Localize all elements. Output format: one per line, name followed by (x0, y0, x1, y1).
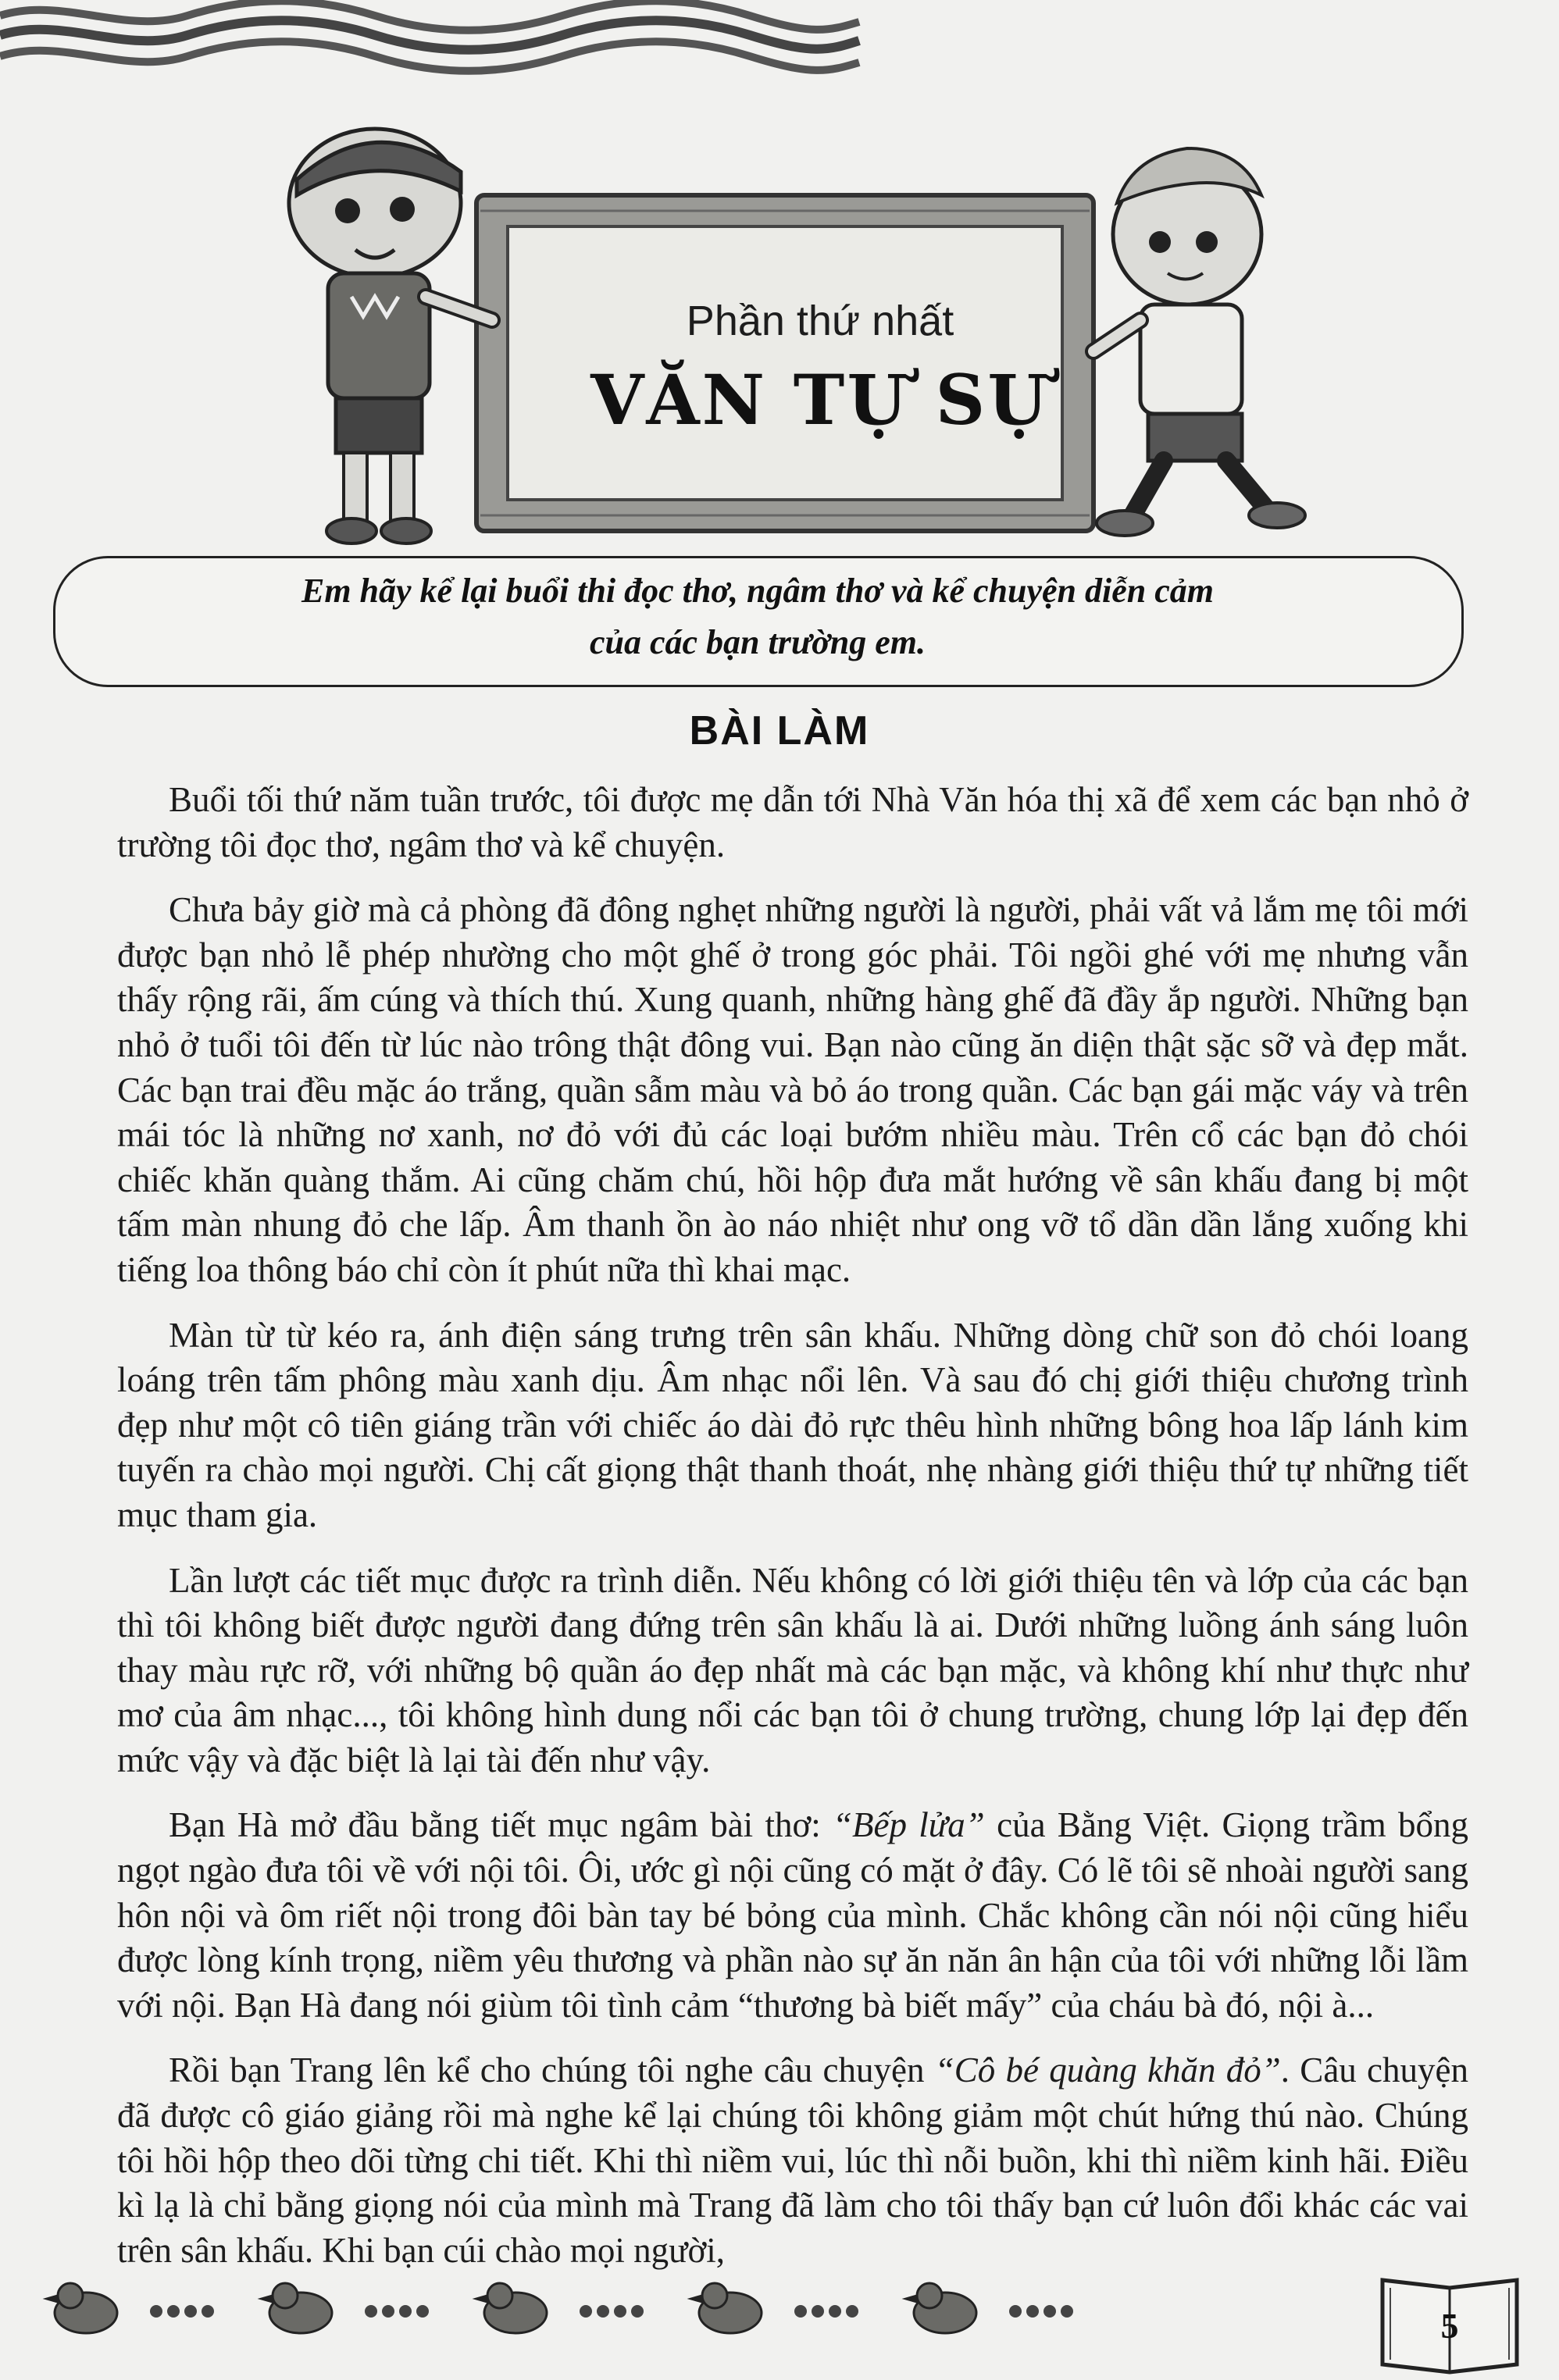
essay-body (117, 778, 1468, 2293)
top-wave-decoration (0, 0, 1559, 94)
story-title: “Cô bé quàng khăn đỏ” (934, 2050, 1281, 2090)
paragraph (117, 1803, 1468, 2028)
paragraph-text: Rồi bạn Trang lên kể cho chúng tôi nghe câu chuyện (169, 2050, 935, 2090)
flower-icon (1009, 2305, 1073, 2318)
paragraph-text: Bạn Hà mở đầu bằng tiết mục ngâm bài thơ: (169, 1805, 833, 1845)
duck-icon (691, 2283, 762, 2333)
prompt-text (86, 565, 1429, 668)
duck-icon (262, 2283, 332, 2333)
paragraph: Màn từ từ kéo ra, ánh điện sáng trưng trên sân khấu. Những dòng chữ son đỏ chói loang loáng trên tấm phông màu xanh dịu. Âm nhạc nổi lên. Và sau đó chị giới thiệu chương trình đẹp như một cô tiên giáng trần với chiếc áo dài đỏ rực thêu hình những bông hoa lấp lánh kim tuyến ra chào mọi người. Chị cất giọng thật thanh thoát, nhẹ nhàng giới thiệu thứ tự những tiết mục tham gia. (117, 1315, 1468, 1534)
paragraph-text: của Bằng Việt. Giọng trầm bổng ngọt ngào đưa tôi về với nội tôi. Ôi, ước gì nội cũng có mặt ở đây. Có lẽ tôi sẽ nhoài người sang hôn nội và ôm riết nội trong đôi bàn tay bé bỏng của mình. Chắc không cần nói nội cũng hiểu được lòng kính trọng, niềm yêu thương và phần nào sự ăn năn ân hận của tôi với những lỗi lầm với nội. Bạn Hà đang nói giùm tôi tình cảm “thương bà biết mấy” của cháu bà đó, nội à... (117, 1805, 1469, 2025)
prompt-line-1: Em hãy kể lại buổi thi đọc thơ, ngâm thơ và kể chuyện diễn cảm (301, 572, 1215, 610)
paragraph-text: . Câu chuyện đã được cô giáo giảng rồi mà nghe kể lại chúng tôi không giảm một chút hứng thú nào. Chúng tôi hồi hộp theo dõi từng chi tiết. Khi thì niềm vui, lúc thì nỗi buồn, khi thì niềm kinh hãi. Điều kì lạ là chỉ bằng giọng nói của mình mà Trang đã làm cho tôi thấy bạn cứ luôn đổi khác các vai trên sân khấu. Khi bạn cúi chào mọi người, (117, 2050, 1469, 2270)
girl-character-icon (289, 129, 492, 543)
part-label: Phần thứ nhất (686, 298, 954, 344)
flower-icon (794, 2305, 858, 2318)
poem-title: “Bếp lửa” (833, 1805, 985, 1845)
paragraph (117, 2048, 1468, 2273)
paragraph: Chưa bảy giờ mà cả phòng đã đông nghẹt những người là người, phải vất vả lắm mẹ tôi mới được bạn nhỏ lễ phép nhường cho một ghế ở trong góc phải. Tôi ngồi ghé với mẹ nhưng vẫn thấy rộng rãi, ấm cúng và thích thú. Xung quanh, những hàng ghế đã đầy ắp người. Những bạn nhỏ ở tuổi tôi đến từ lúc nào trông thật đông vui. Bạn nào cũng ăn diện thật sặc sỡ và đẹp mắt. Các bạn trai đều mặc áo trắng, quần sẫm màu và bỏ áo trong quần. Các bạn gái mặc váy và trên mái tóc là những nơ xanh, nơ đỏ với đủ các loại bướm nhiều màu. Trên cổ các bạn đỏ chói chiếc khăn quàng thắm. Ai cũng chăm chú, hồi hộp đưa mắt hướng về sân khấu đang bị một tấm màn nhung đỏ che lấp. Âm thanh ồn ào náo nhiệt như ong vỡ tổ dần dần lắng xuống khi tiếng loa thông báo chỉ còn ít phút nữa thì khai mạc. (117, 890, 1468, 1289)
flower-icon (580, 2305, 644, 2318)
paragraph: Buổi tối thứ năm tuần trước, tôi được mẹ dẫn tới Nhà Văn hóa thị xã để xem các bạn nhỏ ở trường tôi đọc thơ, ngâm thơ và kể chuyện. (117, 780, 1468, 864)
flower-icon (365, 2305, 429, 2318)
duck-icon (47, 2283, 117, 2333)
paragraph: Lần lượt các tiết mục được ra trình diễn. Nếu không có lời giới thiệu tên và lớp của các bạn thì tôi không biết được người đang đứng trên sân khấu là ai. Dưới những luồng ánh sáng luôn thay màu rực rỡ, với những bộ quần áo đẹp nhất mà các bạn mặc, và không khí như thực như mơ của âm nhạc..., tôi không hình dung nổi các bạn tôi ở chung trường, chung lớp lại đẹp đến mức vậy và đặc biệt là lại tài đến như vậy. (117, 1560, 1468, 1780)
prompt-line-2: của các bạn trường em. (589, 623, 926, 661)
duck-icon (906, 2283, 976, 2333)
flower-icon (150, 2305, 214, 2318)
part-title: VĂN TỰ SỰ (590, 359, 1050, 440)
footer-decoration (0, 2264, 1559, 2380)
duck-icon (476, 2283, 547, 2333)
page-number: 5 (1440, 2306, 1459, 2346)
answer-heading: BÀI LÀM (689, 708, 870, 754)
